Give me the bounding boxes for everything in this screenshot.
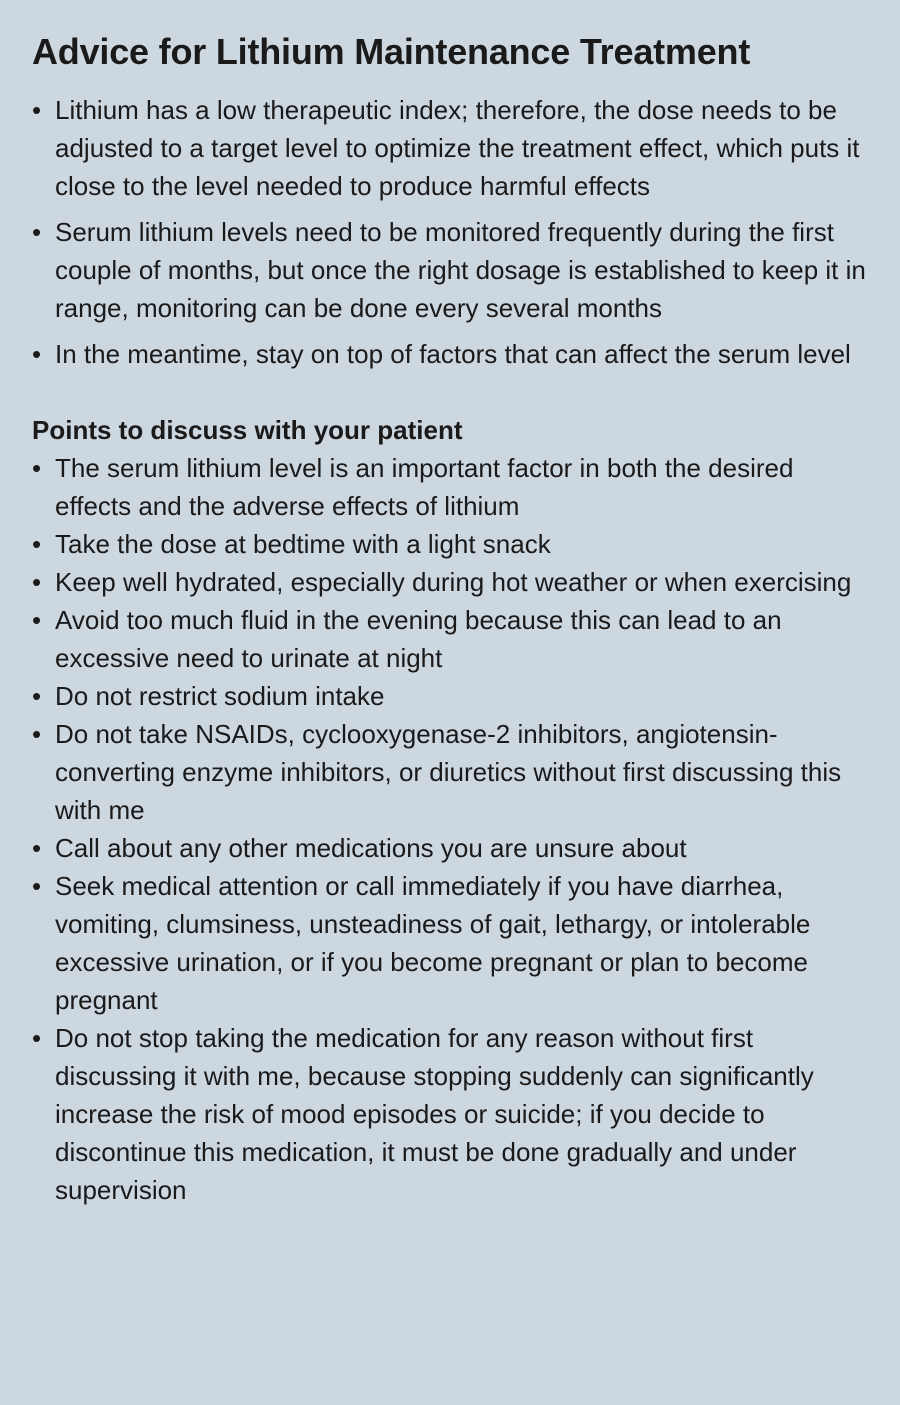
list-item-text: Lithium has a low therapeutic index; therefore, the dose needs to be adjusted to a target level to optimize the treatment effect, which puts it close to the level needed to produce harmful effects (55, 95, 860, 201)
bullet-icon: • (32, 453, 42, 483)
list-item-text: The serum lithium level is an important factor in both the desired effects and the adverse effects of lithium (55, 453, 794, 521)
list-item (32, 601, 870, 677)
list-item (32, 829, 870, 867)
bullet-icon: • (32, 1023, 42, 1053)
list-item (32, 715, 870, 829)
bullet-icon: • (32, 681, 42, 711)
bullet-icon: • (32, 833, 42, 863)
list-item (32, 525, 870, 563)
list-item (32, 867, 870, 1019)
list-item-text: Serum lithium levels need to be monitored frequently during the first couple of months, but once the right dosage is established to keep it in range, monitoring can be done every several months (55, 217, 866, 323)
bullet-icon: • (32, 529, 42, 559)
section-heading: Points to discuss with your patient (32, 415, 463, 445)
list-item-text: Take the dose at bedtime with a light snack (55, 529, 551, 559)
list-item-text: Do not stop taking the medication for any reason without first discussing it with me, because stopping suddenly can significantly increase the risk of mood episodes or suicide; if you decide to discontinue this medication, it must be done gradually and under supervision (55, 1023, 814, 1205)
list-item (32, 677, 870, 715)
page-title: Advice for Lithium Maintenance Treatment (32, 31, 751, 72)
list-item (32, 91, 870, 205)
bullet-icon: • (32, 719, 42, 749)
bullet-icon: • (32, 605, 42, 635)
list-item-text: Call about any other medications you are unsure about (55, 833, 687, 863)
bullet-icon: • (32, 871, 42, 901)
intro-list (32, 91, 870, 373)
list-item (32, 213, 870, 327)
points-list (32, 449, 870, 1209)
list-item-text: Keep well hydrated, especially during hot weather or when exercising (55, 567, 852, 597)
list-item-text: Do not restrict sodium intake (55, 681, 385, 711)
list-item-text: Avoid too much fluid in the evening because this can lead to an excessive need to urinate at night (55, 605, 782, 673)
list-item-text: Do not take NSAIDs, cyclooxygenase-2 inhibitors, angiotensin-converting enzyme inhibitors, or diuretics without first discussing this with me (55, 719, 842, 825)
list-item-text: In the meantime, stay on top of factors that can affect the serum level (55, 339, 851, 369)
list-item-text: Seek medical attention or call immediately if you have diarrhea, vomiting, clumsiness, unsteadiness of gait, lethargy, or intolerable excessive urination, or if you become pregnant or plan to become pregnant (55, 871, 811, 1015)
list-item (32, 1019, 870, 1209)
bullet-icon: • (32, 567, 42, 597)
list-item (32, 335, 870, 373)
list-item (32, 449, 870, 525)
list-item (32, 563, 870, 601)
bullet-icon: • (32, 339, 42, 369)
bullet-icon: • (32, 217, 42, 247)
bullet-icon: • (32, 95, 42, 125)
